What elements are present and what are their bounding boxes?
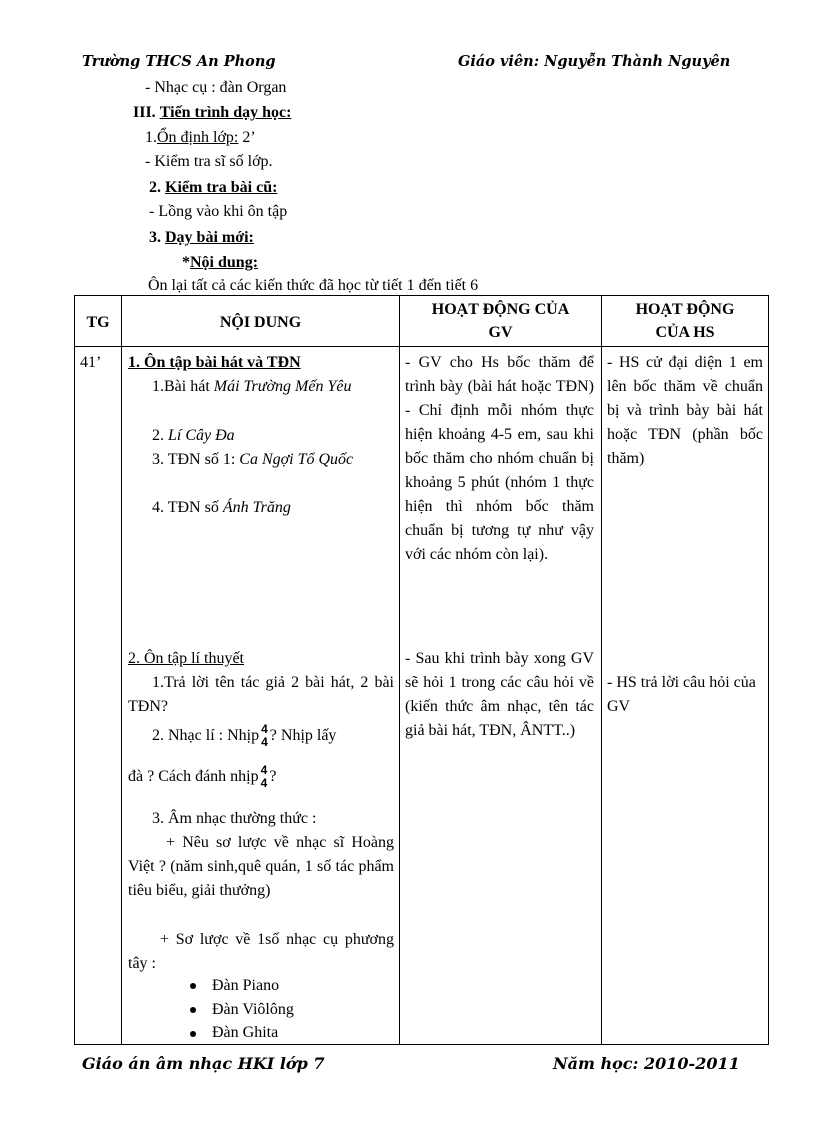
fraction-bottom-2: 4 [260, 776, 268, 791]
instrument-line: - Nhạc cụ : đàn Organ [145, 79, 287, 96]
part1-hs-activity: - HS cử đại diện 1 em lên bốc thăm về chuẩn bị và trình bày bài hát hoặc TĐN (phần bốc thăm) [607, 354, 763, 467]
step1-detail: - Kiểm tra sĩ số lớp. [145, 153, 273, 170]
step3-heading [149, 226, 254, 250]
table-col-border-left [74, 295, 75, 1045]
time-cell: 41’ [80, 354, 102, 371]
header-hs-line2: CỦA HS [655, 324, 715, 341]
table-header-divider [74, 346, 769, 347]
content-detail: Ôn lại tất cả các kiến thức đã học từ tiết 1 đến tiết 6 [148, 277, 479, 294]
instrument-item: Đàn Viôlông [212, 1001, 294, 1018]
header-noidung: NỘI DUNG [219, 314, 302, 331]
part1-item4 [152, 496, 394, 520]
part1-item2-name: Lí Cây Đa [168, 427, 235, 444]
part1-item4-name: Ánh Trăng [222, 499, 291, 516]
part2-q2-line2 [128, 763, 394, 791]
fraction-top-2: 4 [260, 763, 268, 778]
content-heading [182, 251, 258, 275]
part2-q2-d: ? [269, 768, 277, 785]
part2-q3-b: + Sơ lược về 1số nhạc cụ phương tây : [128, 931, 394, 972]
part1-item3 [128, 448, 394, 472]
part2-q3-a: + Nêu sơ lược về nhạc sĩ Hoàng Việt ? (năm sinh,quê quán, 1 số tác phẩm tiêu biểu, giải thưởng) [128, 834, 394, 899]
step2-heading [149, 176, 277, 200]
content-title: Nội dung: [190, 254, 259, 271]
part2-title: 2. Ôn tập lí thuyết [128, 650, 244, 667]
section3-number: III. [133, 104, 156, 121]
section3-title: Tiến trình dạy học: [159, 104, 292, 121]
step3-title: Dạy bài mới: [165, 229, 254, 246]
part1-title: 1. Ôn tập bài hát và TĐN [128, 354, 301, 371]
part1-gv-activity: - GV cho Hs bốc thăm để trình bày (bài hát hoặc TĐN) - Chỉ định mỗi nhóm thực hiện khoảng 4-5 em, sau khi bốc thăm cho nhóm chuẩn bị khoảng 5 phút (nhóm 1 thực hiện thì nhóm bốc thăm chuẩn bị tương tự như vậy với các nhóm còn lại). [405, 354, 594, 563]
part2-q1: 1.Trả lời tên tác giả 2 bài hát, 2 bài TĐN? [128, 674, 394, 715]
header-hs-line1: HOẠT ĐỘNG [635, 301, 735, 318]
header-gv-line1: HOẠT ĐỘNG CỦA [431, 301, 570, 318]
part1-item3-name: Ca Ngợi Tổ Quốc [239, 451, 354, 468]
step2-title: Kiểm tra bài cũ: [165, 179, 278, 196]
fraction-bottom: 4 [261, 735, 268, 750]
part1-item1 [128, 375, 394, 399]
bullet-icon [190, 1031, 196, 1037]
header-gv [400, 298, 601, 344]
part2-q2-b: ? Nhịp lấy [269, 727, 337, 744]
table-col-border-3 [601, 295, 602, 1045]
part1-item1-prefix: 1.Bài hát [152, 378, 210, 395]
part2-q2-line1 [152, 722, 394, 750]
header-hs [602, 298, 768, 344]
part1-item2 [152, 424, 394, 448]
part2-q3: 3. Âm nhạc thường thức : [152, 810, 317, 827]
step2-number: 2. [149, 179, 161, 196]
part2-q2-a: 2. Nhạc lí : Nhịp [152, 727, 260, 744]
footer-right: Năm học: 2010-2011 [553, 1054, 740, 1073]
header-school: Trường THCS An Phong [82, 53, 276, 70]
fraction-top: 4 [261, 722, 268, 737]
step3-number: 3. [149, 229, 161, 246]
part2-hs-activity: - HS trả lời câu hỏi của GV [607, 674, 756, 715]
step1-number: 1. [145, 129, 157, 146]
table-top-border [74, 295, 769, 296]
instrument-item: Đàn Piano [212, 977, 280, 994]
table-bottom-border [74, 1044, 769, 1045]
part1-item1-name: Mái Trường Mến Yêu [213, 378, 352, 395]
part1-item3-prefix: 3. TĐN số 1: [152, 451, 236, 468]
table-col-border-2 [399, 295, 400, 1045]
part1-item4-prefix: 4. TĐN số [152, 499, 219, 516]
section3-heading [133, 101, 291, 125]
bullet-icon [190, 983, 196, 989]
part2-q2-c: đà ? Cách đánh nhịp [128, 768, 259, 785]
instrument-item: Đàn Ghita [212, 1024, 279, 1041]
step1-time: 2’ [242, 129, 256, 146]
step1-title: Ổn định lớp: [157, 129, 239, 146]
time-signature-fraction-2 [261, 764, 268, 790]
table-col-border-1 [121, 295, 122, 1045]
header-tg: TG [86, 314, 110, 331]
bullet-icon [190, 1007, 196, 1013]
part1-item2-prefix: 2. [152, 427, 164, 444]
table-col-border-right [768, 295, 769, 1045]
step1-heading [145, 126, 256, 150]
step2-detail: - Lồng vào khi ôn tập [149, 203, 288, 220]
part2-gv-activity: - Sau khi trình bày xong GV sẽ hỏi 1 trong các câu hỏi về (kiến thức âm nhạc, tên tác giả bài hát, TĐN, ÂNTT..) [405, 650, 594, 739]
header-gv-line2: GV [488, 324, 513, 341]
time-signature-fraction [261, 723, 268, 749]
content-star: * [182, 254, 190, 271]
footer-left: Giáo án âm nhạc HKI lớp 7 [82, 1054, 325, 1073]
header-teacher: Giáo viên: Nguyễn Thành Nguyên [458, 53, 731, 70]
